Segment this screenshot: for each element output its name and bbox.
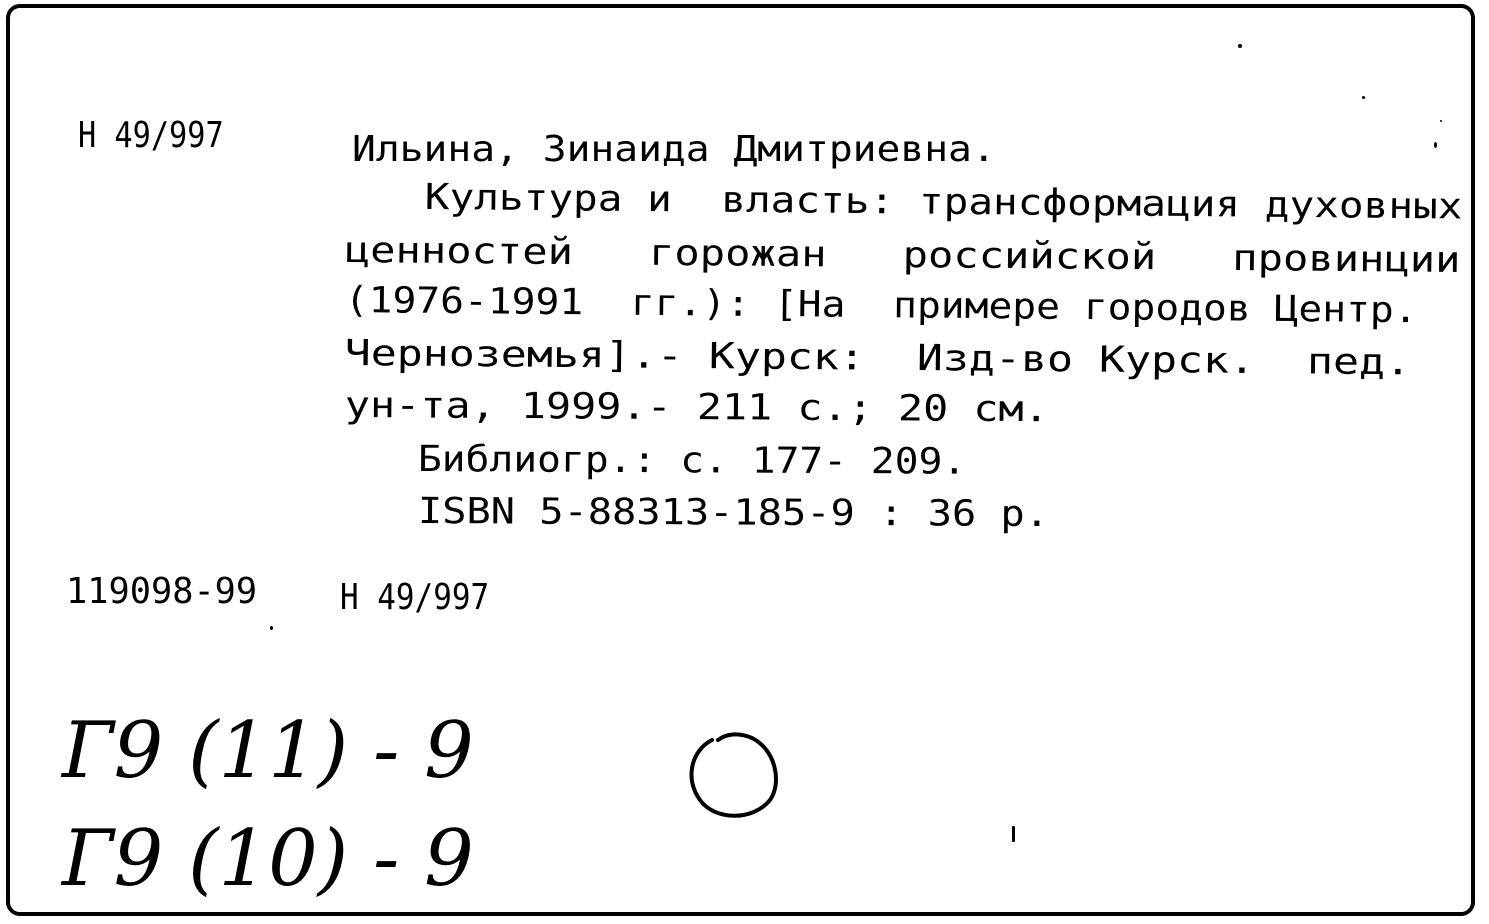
speck	[1362, 96, 1365, 99]
call-number: Н 49/997	[78, 115, 224, 156]
handwritten-code-1: Г9 (11) - 9	[62, 706, 474, 796]
inventory-number: 119098-99	[66, 571, 258, 612]
speck	[1440, 120, 1442, 122]
handwritten-code-2: Г9 (10) - 9	[62, 814, 474, 904]
imprint-line-1: Черноземья].- Курск: Изд-во Курск. пед.	[344, 333, 1412, 384]
speck	[270, 626, 273, 630]
circle-mark-icon	[682, 728, 782, 828]
author-heading: Ильина, Зинаида Дмитриевна.	[352, 129, 996, 170]
imprint-line-2: ун-та, 1999.- 211 с.; 20 см.	[344, 385, 1049, 431]
bibliography-note: Библиогр.: с. 177- 209.	[417, 439, 967, 483]
speck	[1434, 142, 1437, 148]
speck	[1012, 826, 1015, 842]
inventory-call-number: Н 49/997	[340, 577, 490, 618]
isbn-line: ISBN 5-88313-185-9 : 36 р.	[417, 491, 1050, 535]
speck	[1238, 44, 1242, 48]
title-line-1: Культура и власть: трансформация духовных	[424, 177, 1463, 228]
title-line-3: (1976-1991 гг.): [На примере городов Центр.	[344, 280, 1418, 332]
title-line-2: ценностей горожан российской провинции	[344, 230, 1461, 281]
